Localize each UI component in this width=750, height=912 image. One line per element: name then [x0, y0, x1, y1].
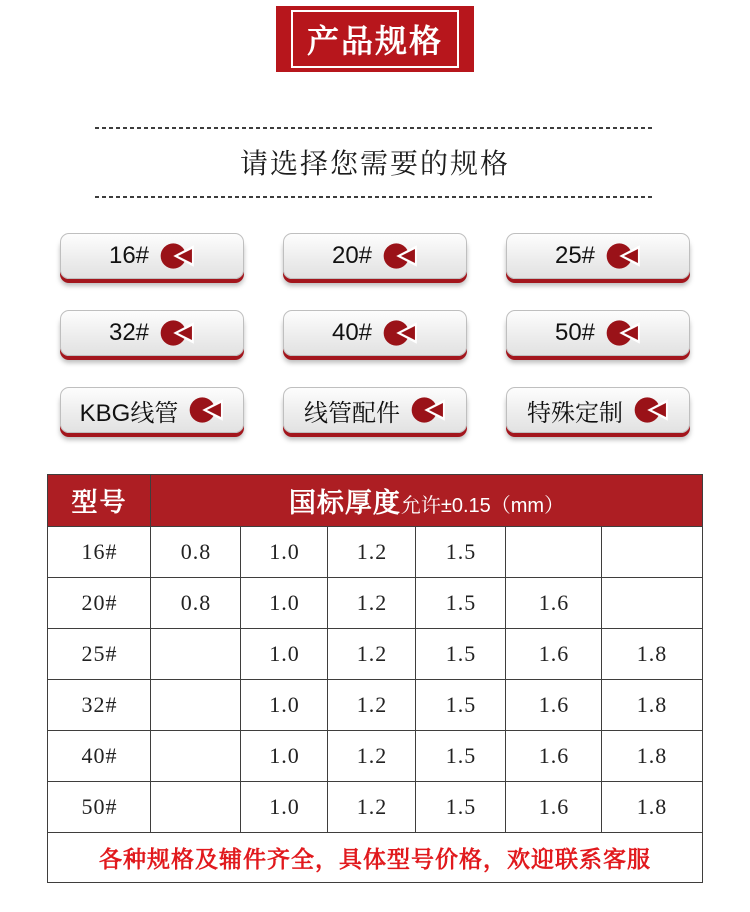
- table-row: [48, 680, 702, 731]
- thickness-cell: 1.5: [416, 680, 506, 731]
- thickness-cell: 1.6: [506, 680, 602, 731]
- thickness-cell: 1.5: [416, 629, 506, 680]
- thickness-cell: 1.8: [602, 731, 702, 782]
- spec-button-label: 特殊定制: [527, 399, 623, 427]
- model-cell: 16#: [48, 527, 151, 578]
- thickness-cell: 1.2: [328, 629, 416, 680]
- thickness-cell: 1.2: [328, 578, 416, 629]
- pie-arrow-icon: [605, 242, 641, 270]
- thickness-cell: [602, 527, 702, 578]
- thickness-cell: [506, 527, 602, 578]
- thickness-cell: 1.6: [506, 782, 602, 833]
- table-header-model: 型号: [48, 475, 151, 527]
- spec-button[interactable]: [283, 387, 467, 433]
- spec-button-label: 25#: [554, 242, 596, 269]
- thickness-cell: [151, 731, 241, 782]
- table-row: [48, 731, 702, 782]
- thickness-cell: 1.2: [328, 527, 416, 578]
- spec-button-label: 16#: [108, 242, 150, 269]
- thickness-cell: 0.8: [151, 578, 241, 629]
- thickness-cell: 1.0: [241, 782, 328, 833]
- pie-arrow-icon: [382, 319, 418, 347]
- spec-button[interactable]: [60, 387, 244, 433]
- pie-arrow-icon: [410, 396, 446, 424]
- thickness-cell: 1.5: [416, 782, 506, 833]
- pie-arrow-icon: [382, 242, 418, 270]
- spec-table: [47, 474, 702, 883]
- contact-note: 各种规格及辅件齐全，具体型号价格，欢迎联系客服: [48, 833, 702, 883]
- model-cell: 20#: [48, 578, 151, 629]
- thickness-cell: 1.0: [241, 731, 328, 782]
- thickness-cell: [151, 629, 241, 680]
- thickness-cell: 1.2: [328, 680, 416, 731]
- pie-arrow-icon: [633, 396, 669, 424]
- pie-arrow-icon: [159, 242, 195, 270]
- table-header-thickness: 国标厚度允许±0.15（mm）: [151, 475, 702, 527]
- table-row: [48, 527, 702, 578]
- thickness-cell: 1.8: [602, 680, 702, 731]
- thickness-cell: 1.6: [506, 578, 602, 629]
- spec-button-label: KBG线管: [79, 399, 179, 427]
- page-title: 产品规格: [306, 23, 443, 59]
- thickness-cell: 1.5: [416, 578, 506, 629]
- spec-button-label: 50#: [554, 319, 596, 346]
- table-footer-row: [48, 833, 702, 883]
- table-row: [48, 629, 702, 680]
- spec-button[interactable]: [60, 233, 244, 279]
- spec-button[interactable]: [60, 310, 244, 356]
- model-cell: 40#: [48, 731, 151, 782]
- model-cell: 32#: [48, 680, 151, 731]
- thickness-cell: [151, 782, 241, 833]
- spec-button-label: 20#: [331, 242, 373, 269]
- model-cell: 50#: [48, 782, 151, 833]
- table-row: [48, 782, 702, 833]
- thickness-cell: 0.8: [151, 527, 241, 578]
- banner-frame: [291, 10, 459, 68]
- spec-button-label: 40#: [331, 319, 373, 346]
- table-body: [48, 527, 702, 833]
- pie-arrow-icon: [188, 396, 224, 424]
- dashed-divider-bottom: [95, 196, 655, 198]
- banner: [276, 6, 474, 72]
- spec-button-label: 32#: [108, 319, 150, 346]
- table-header-row: [48, 475, 702, 527]
- thickness-cell: 1.6: [506, 629, 602, 680]
- thickness-cell: 1.0: [241, 578, 328, 629]
- thickness-cell: 1.2: [328, 731, 416, 782]
- thickness-cell: 1.0: [241, 629, 328, 680]
- thickness-cell: [602, 578, 702, 629]
- spec-button-label: 线管配件: [304, 399, 400, 427]
- thickness-cell: 1.5: [416, 731, 506, 782]
- spec-button[interactable]: [506, 387, 690, 433]
- pie-arrow-icon: [605, 319, 641, 347]
- table-row: [48, 578, 702, 629]
- spec-button[interactable]: [506, 310, 690, 356]
- dashed-divider-top: [95, 127, 655, 129]
- thickness-cell: 1.6: [506, 731, 602, 782]
- thickness-cell: 1.5: [416, 527, 506, 578]
- spec-button[interactable]: [283, 233, 467, 279]
- spec-button-grid: [0, 233, 750, 433]
- pie-arrow-icon: [159, 319, 195, 347]
- section-title: 请选择您需要的规格: [239, 148, 510, 179]
- thickness-cell: 1.8: [602, 782, 702, 833]
- spec-button[interactable]: [283, 310, 467, 356]
- thickness-cell: 1.2: [328, 782, 416, 833]
- thickness-cell: 1.8: [602, 629, 702, 680]
- thickness-cell: [151, 680, 241, 731]
- thickness-cell: 1.0: [241, 680, 328, 731]
- model-cell: 25#: [48, 629, 151, 680]
- spec-button[interactable]: [506, 233, 690, 279]
- thickness-cell: 1.0: [241, 527, 328, 578]
